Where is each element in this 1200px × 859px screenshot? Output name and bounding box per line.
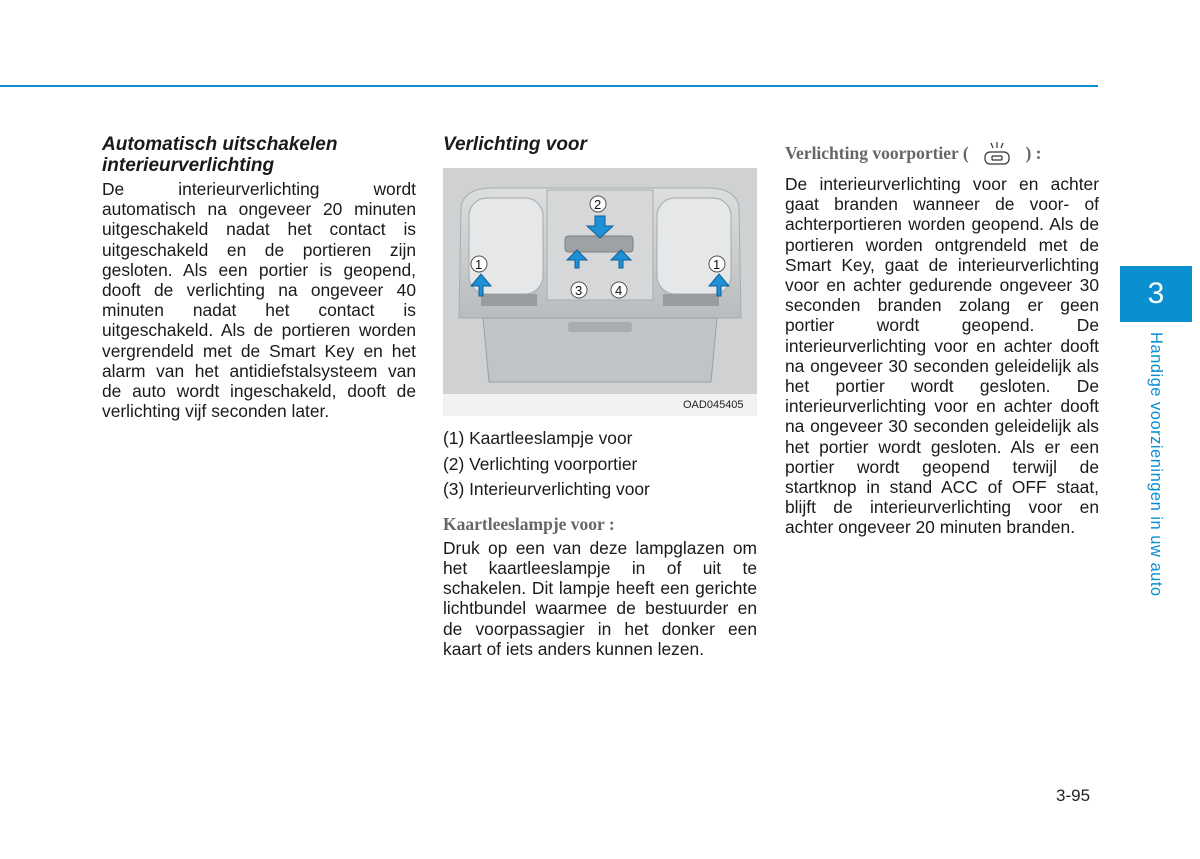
callout-3: 3: [575, 283, 583, 298]
map-lamp-body: Druk op een van deze lampglazen om het kaartleeslampje in of uit te schakelen. Dit lampje heeft een gerichte lichtbundel waarmee de bestuurder en de voorpassagier in het donker een kaart of iets anders kunnen lezen.: [443, 537, 757, 659]
top-rule: [0, 85, 1098, 87]
door-lighting-body: De interieurverlichting voor en achter gaat branden wanneer de voor- of achterportieren worden geopend. Als de portieren worden ontgrendeld met de Smart Key, gaat de interieurverlichting voor en achter gedurende ongeveer 30 seconden branden zolang er geen portier wordt geopend. De interieurverlichting voor en achter dooft na ongeveer 30 seconden geleidelijk als het portier wordt gesloten. De interieurverlichting voor en achter dooft na ongeveer 30 seconden geleidelijk als het portier wordt gesloten. Als er een portier wordt geopend terwijl de startknop in stand ACC of OFF staat, blijft de interieurverlichting voor en achter ongeveer 20 minuten branden.: [785, 174, 1099, 538]
left-column: [102, 134, 416, 421]
figure-code: OAD045405: [683, 399, 744, 411]
figure-legend: [443, 428, 757, 500]
callout-1-right: 1: [713, 257, 721, 272]
legend-item: (1) Kaartleeslampje voor: [443, 428, 633, 448]
callout-2: 2: [594, 197, 602, 212]
door-lighting-heading-end: ) :: [1025, 143, 1042, 164]
door-lighting-heading: [785, 140, 1099, 170]
chapter-tab: 3: [1120, 266, 1192, 322]
middle-column: [443, 134, 757, 659]
overhead-console-illustration: [443, 168, 757, 416]
map-lamp-heading: Kaartleeslampje voor :: [443, 513, 615, 534]
legend-item: (2) Verlichting voorportier: [443, 453, 638, 474]
overhead-console-figure: [443, 168, 757, 416]
legend-item: (3) Interieurverlichting voor: [443, 479, 650, 500]
callout-4: 4: [615, 283, 623, 298]
right-column: [785, 140, 1099, 538]
door-lamp-icon: [977, 140, 1017, 170]
auto-off-body: De interieurverlichting wordt automatisch na ongeveer 20 minuten uitgeschakeld nadat het contact is uitgeschakeld en de portieren zijn gesloten. Als een portier is geopend, dooft de verlichting na ongeveer 40 minuten nadat het contact is uitgeschakeld. Als de portieren worden vergrendeld met de Smart Key en het alarm van het antidiefstalsysteem van de auto wordt ingeschakeld, dooft de verlichting vijf seconden later.: [102, 179, 416, 422]
door-lighting-heading-start: Verlichting voorportier (: [785, 143, 969, 164]
callout-1-left: 1: [475, 257, 483, 272]
page-number: 3-95: [1056, 786, 1091, 805]
front-lighting-heading: Verlichting voor: [443, 134, 587, 155]
chapter-title: Handige voorzieningen in uw auto: [1147, 332, 1165, 597]
auto-off-heading: Automatisch uitschakelen interieurverlichting: [102, 134, 338, 176]
